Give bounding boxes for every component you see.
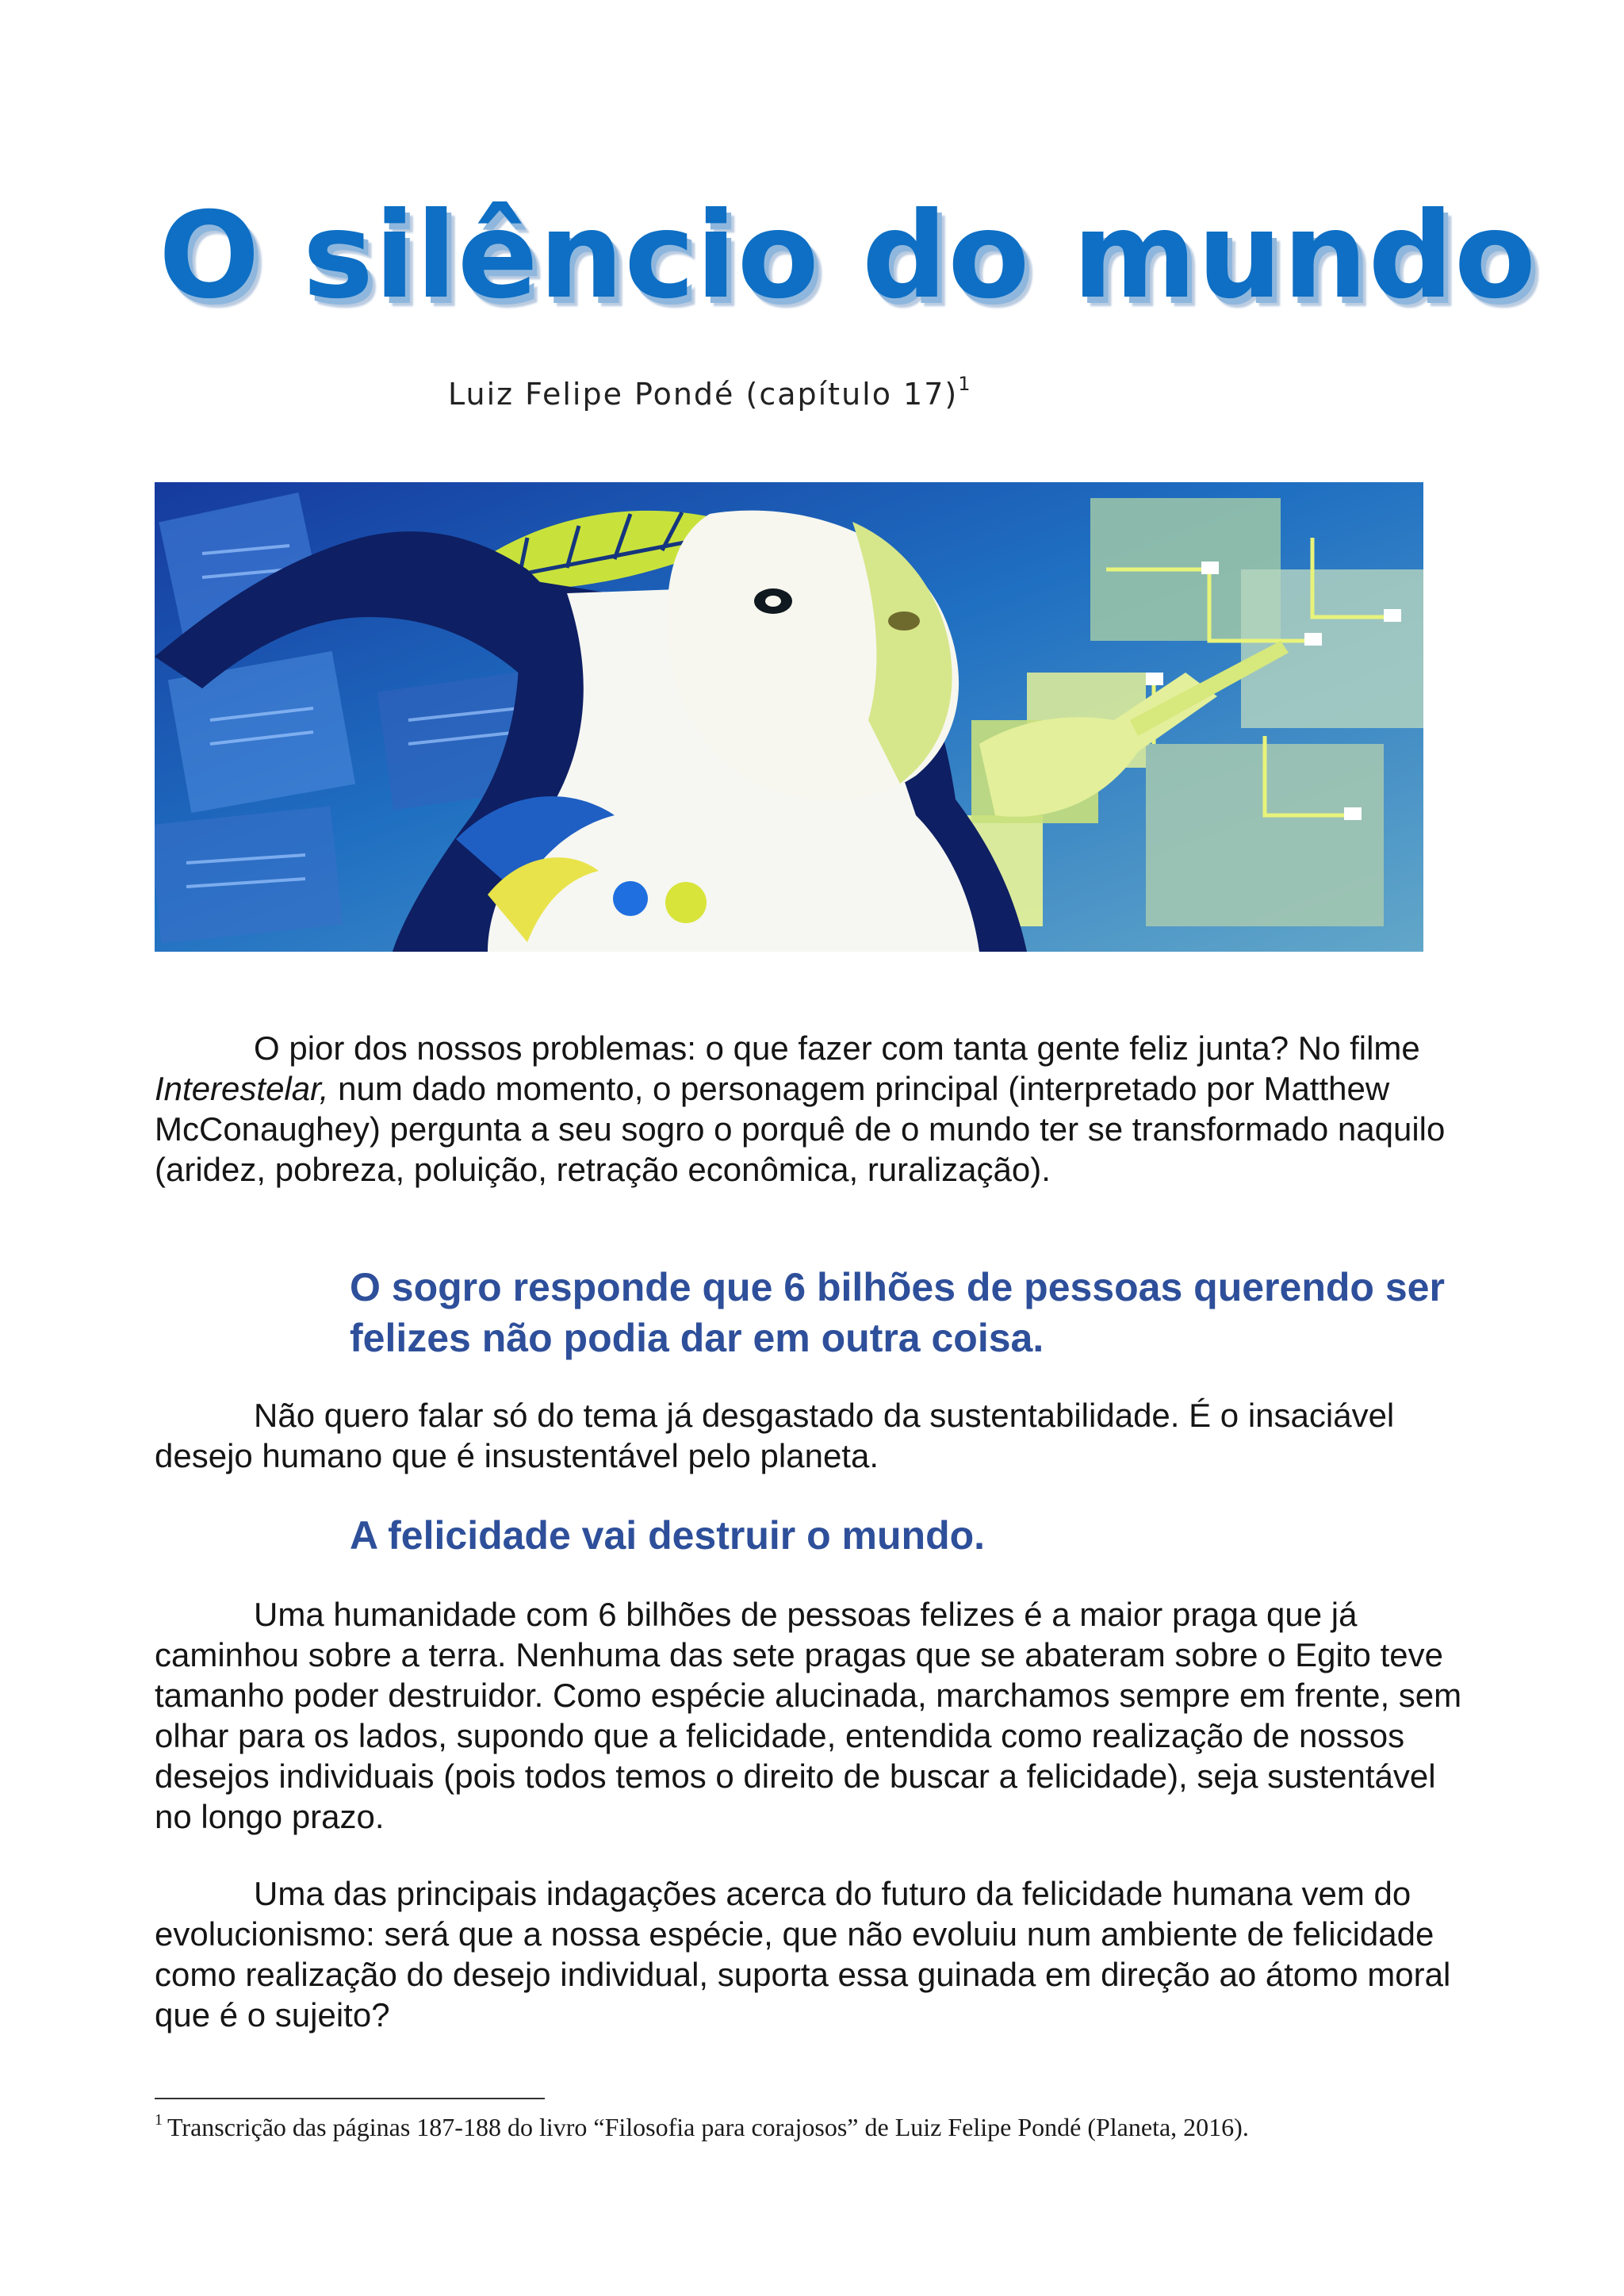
pull-quote-1: O sogro responde que 6 bilhões de pessoas querendo ser felizes não podia dar em outra coisa. — [350, 1265, 1445, 1360]
paragraph-3 — [155, 1594, 1463, 1837]
footnote-reference[interactable]: 1 — [958, 373, 971, 395]
paragraph-2 — [155, 1395, 1463, 1476]
paragraph-2-text: Não quero falar só do tema já desgastado da sustentabilidade. É o insaciável desejo humano que é insustentável pelo planeta. — [155, 1397, 1395, 1474]
paragraph-1 — [155, 1028, 1463, 1190]
footnote — [155, 2111, 1249, 2142]
paragraph-4-text: Uma das principais indagações acerca do futuro da felicidade humana vem do evolucionismo: será que a nossa espécie, que não evoluiu num ambiente de felicidade como realização do desejo individual, suporta essa guinada em direção ao átomo moral que é o sujeito? — [155, 1875, 1451, 2033]
footnote-marker: 1 — [155, 2111, 163, 2129]
author-chapter-text: Luiz Felipe Pondé (capítulo 17) — [448, 377, 959, 412]
paragraph-1-text-b: num dado momento, o personagem principal (interpretado por Matthew McConaughey) pergunta a seu sogro o porquê de o mundo ter se transformado naquilo (aridez, pobreza, poluição, retração econômica, ruralização). — [155, 1070, 1446, 1188]
pull-quote-2: A felicidade vai destruir o mundo. — [350, 1513, 986, 1558]
abstract-robot-figure-illustration-icon — [155, 482, 1423, 952]
paragraph-1-text-a: O pior dos nossos problemas: o que fazer com tanta gente feliz junta? No filme — [254, 1029, 1420, 1067]
illustration — [155, 482, 1423, 952]
film-title: Interestelar, — [155, 1070, 329, 1107]
footnote-divider — [155, 2098, 545, 2099]
paragraph-3-text: Uma humanidade com 6 bilhões de pessoas felizes é a maior praga que já caminhou sobre a terra. Nenhuma das sete pragas que se abateram sobre o Egito teve tamanho poder destruidor. Como espécie alucinada, marchamos sempre em frente, sem olhar para os lados, supondo que a felicidade, entendida como realização de nossos desejos individuais (pois todos temos o direito de buscar a felicidade), seja sustentável no longo prazo. — [155, 1596, 1462, 1835]
author-chapter-line — [448, 373, 971, 412]
footnote-text: Transcrição das páginas 187-188 do livro “Filosofia para corajosos” de Luiz Felipe Pondé (Planeta, 2016). — [167, 2113, 1249, 2141]
paragraph-4 — [155, 1873, 1463, 2035]
page-title: O silêncio do mundo — [159, 187, 1537, 325]
